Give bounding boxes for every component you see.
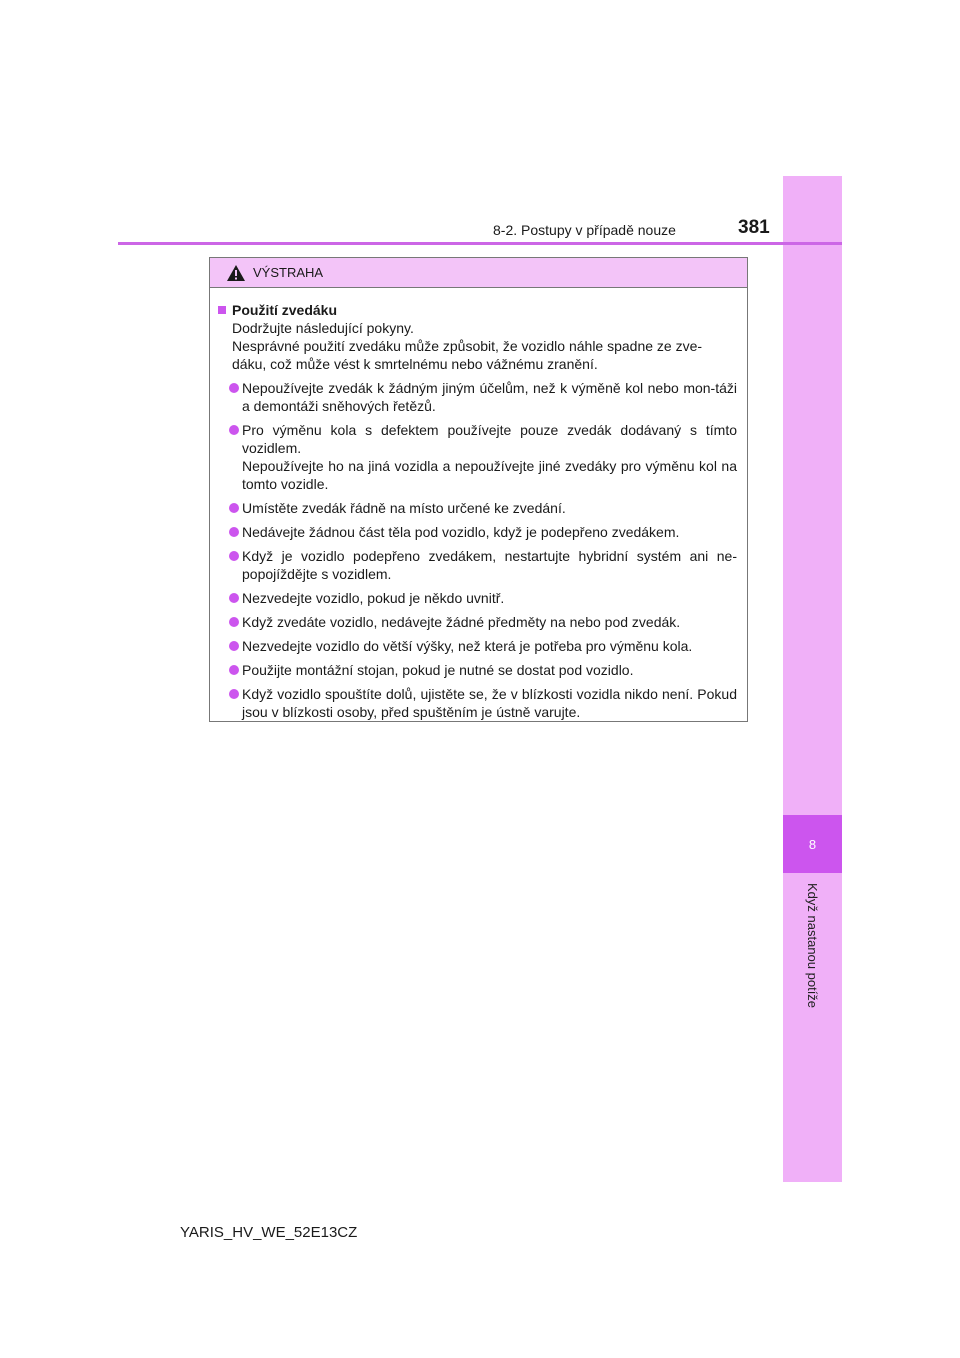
chapter-number-tab[interactable] xyxy=(783,815,842,873)
bullet-dot-icon xyxy=(229,665,239,675)
warning-header xyxy=(210,258,747,288)
warning-item: Nedávejte žádnou část těla pod vozidlo, když je podepřeno zvedákem. xyxy=(218,523,739,541)
warning-item: Když vozidlo spouštíte dolů, ujistěte se, že v blízkosti vozidla nikdo není. Pokud jsou v blízkosti osoby, před spuštěním je ústně varujte. xyxy=(218,685,739,721)
intro-line: Nesprávné použití zvedáku může způsobit, že vozidlo náhle spadne ze zve- xyxy=(232,338,703,354)
warning-item: Nezvedejte vozidlo, pokud je někdo uvnitř. xyxy=(218,589,739,607)
warning-item: Umístěte zvedák řádně na místo určené ke zvedání. xyxy=(218,499,739,517)
warning-title: VÝSTRAHA xyxy=(253,265,324,280)
bullet-dot-icon xyxy=(229,383,239,393)
chapter-title: Když nastanou potíže xyxy=(805,883,820,1009)
bullet-dot-icon xyxy=(229,503,239,513)
section-title: 8-2. Postupy v případě nouze xyxy=(493,222,676,238)
intro-line: dáku, což může vést k smrtelnému nebo vážnému zranění. xyxy=(232,356,598,372)
warning-item: Když je vozidlo podepřeno zvedákem, nestartujte hybridní systém ani ne-popojíždějte s vozidlem. xyxy=(218,547,739,583)
warning-item: Použijte montážní stojan, pokud je nutné se dostat pod vozidlo. xyxy=(218,661,739,679)
warning-section-label: Použití zvedáku xyxy=(232,302,338,318)
warning-item: Nepoužívejte zvedák k žádným jiným účelům, než k výměně kol nebo mon-táži a demontáži sněhových řetězů. xyxy=(218,379,739,415)
chapter-title-tab xyxy=(783,880,842,1030)
warning-section-title xyxy=(218,301,739,319)
page-number: 381 xyxy=(738,217,770,238)
chapter-side-tab xyxy=(783,176,842,1182)
warning-triangle-icon xyxy=(226,264,246,282)
bullet-dot-icon xyxy=(229,617,239,627)
document-code: YARIS_HV_WE_52E13CZ xyxy=(180,1224,358,1241)
bullet-dot-icon xyxy=(229,593,239,603)
warning-item: Pro výměnu kola s defektem používejte pouze zvedák dodávaný s tímto vozidlem. Nepoužívejte ho na jiná vozidla a nepoužívejte jiné zvedáky pro výměnu kol na tomto vozidle. xyxy=(218,421,739,493)
warning-box xyxy=(209,257,748,722)
warning-item: Nezvedejte vozidlo do větší výšky, než která je potřeba pro výměnu kola. xyxy=(218,637,739,655)
warning-intro xyxy=(218,319,739,373)
bullet-dot-icon xyxy=(229,425,239,435)
intro-line: Dodržujte následující pokyny. xyxy=(232,320,414,336)
warning-item: Když zvedáte vozidlo, nedávejte žádné předměty na nebo pod zvedák. xyxy=(218,613,739,631)
header-divider xyxy=(118,242,842,245)
bullet-dot-icon xyxy=(229,527,239,537)
bullet-dot-icon xyxy=(229,551,239,561)
chapter-number: 8 xyxy=(808,836,817,852)
warning-list xyxy=(218,379,739,721)
square-bullet-icon xyxy=(218,306,226,314)
bullet-dot-icon xyxy=(229,641,239,651)
warning-body xyxy=(210,288,747,721)
bullet-dot-icon xyxy=(229,689,239,699)
